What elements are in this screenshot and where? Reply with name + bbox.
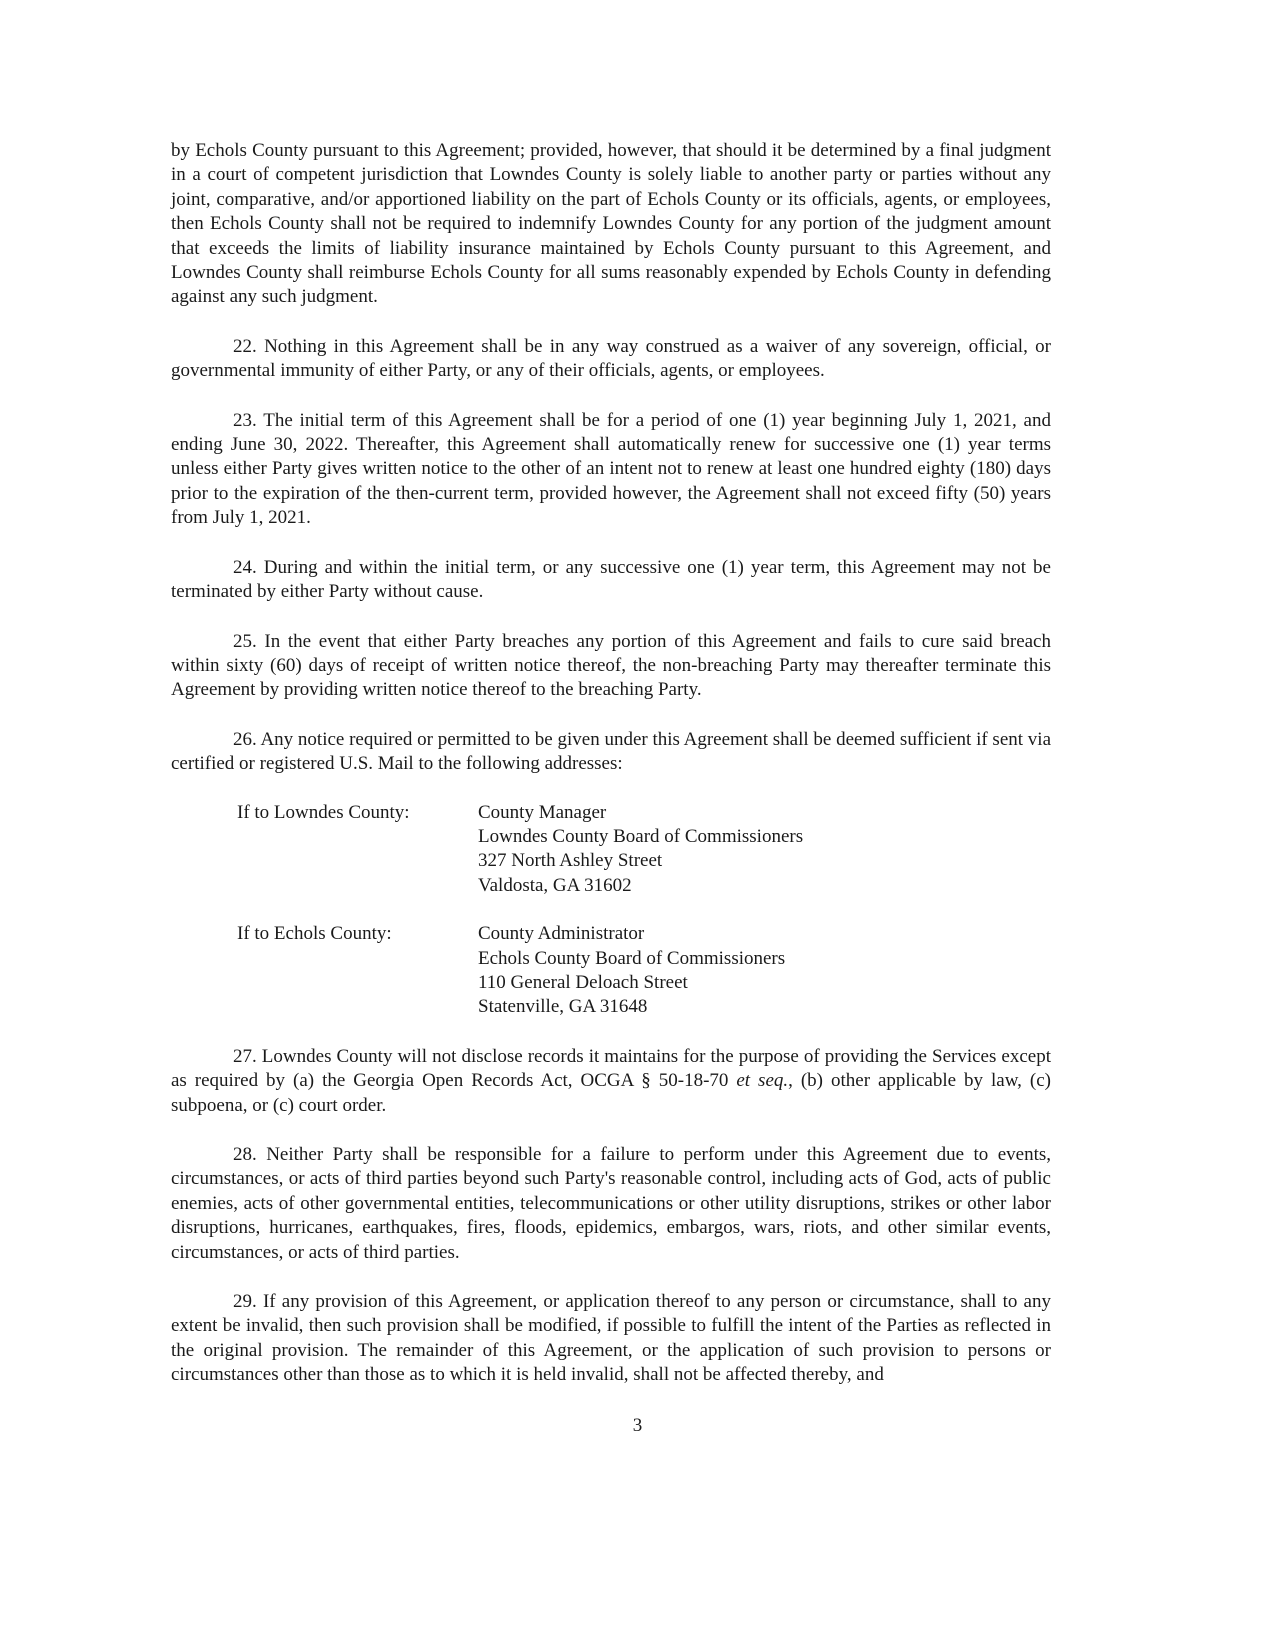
address-line: 110 General Deloach Street — [478, 971, 688, 993]
document-page — [171, 139, 1051, 1388]
paragraph-27-text: 27. Lowndes County will not disclose records it maintains for the purpose of providing the Services except as required by (a) the Georgia Open Records Act, OCGA § 50-18-70 — [171, 1045, 1051, 1092]
paragraph-28: 28. Neither Party shall be responsible for a failure to perform under this Agreement due to events, circumstances, or acts of third parties beyond such Party's reasonable control, including acts of God, acts of public enemies, acts of other governmental entities, telecommunications or other utility disruptions, strikes or other labor disruptions, hurricanes, earthquakes, fires, floods, epidemics, embargos, wars, riots, and other similar events, circumstances, or acts of third parties. — [171, 1144, 1051, 1263]
address-label: If to Lowndes County: — [237, 801, 410, 823]
address-lowndes — [237, 801, 1051, 899]
address-line: Statenville, GA 31648 — [478, 996, 648, 1018]
continuation-paragraph: by Echols County pursuant to this Agreement; provided, however, that should it be determined by a final judgment in a court of competent jurisdiction that Lowndes County is solely liable to another party or parties without any joint, comparative, and/or apportioned liability on the part of Echols County or its officials, agents, or employees, then Echols County shall not be required to indemnify Lowndes County for any portion of the judgment amount that exceeds the limits of liability insurance maintained by Echols County pursuant to this Agreement, and Lowndes County shall reimburse Echols County for all sums reasonably expended by Echols County in defending against any such judgment. — [171, 140, 1051, 308]
address-label: If to Echols County: — [237, 923, 392, 945]
paragraph-27-text-end: , (b) other applicable by law, (c) subpoena, or (c) court order. — [171, 1070, 1051, 1116]
address-line: County Administrator — [478, 923, 645, 945]
paragraph-26: 26. Any notice required or permitted to be given under this Agreement shall be deemed sufficient if sent via certified or registered U.S. Mail to the following addresses: — [171, 728, 1052, 775]
paragraph-24: 24. During and within the initial term, or any successive one (1) year term, this Agreement may not be terminated by either Party without cause. — [171, 556, 1051, 603]
address-echols — [237, 922, 1051, 1020]
address-line: County Manager — [478, 801, 607, 823]
address-line: Valdosta, GA 31602 — [478, 874, 632, 896]
et-seq-italic: et seq. — [736, 1070, 789, 1092]
paragraph-29: 29. If any provision of this Agreement, or application thereof to any person or circumstance, shall to any extent be invalid, then such provision shall be modified, if possible to fulfill the intent of the Parties as reflected in the original provision. The remainder of this Agreement, or the application of such provision to persons or circumstances other than those as to which it is held invalid, shall not be affected thereby, and — [171, 1291, 1051, 1386]
address-line: 327 North Ashley Street — [478, 850, 663, 872]
address-line: Echols County Board of Commissioners — [478, 947, 786, 969]
paragraph-22: 22. Nothing in this Agreement shall be in any way construed as a waiver of any sovereign, official, or governmental immunity of either Party, or any of their officials, agents, or employees. — [171, 335, 1051, 382]
page-number: 3 — [632, 1415, 643, 1436]
paragraph-23: 23. The initial term of this Agreement shall be for a period of one (1) year beginning July 1, 2021, and ending June 30, 2022. Thereafter, this Agreement shall automatically renew for successive one (1) year terms unless either Party gives written notice to the other of an intent not to renew at least one hundred eighty (180) days prior to the expiration of the then-current term, provided however, the Agreement shall not exceed fifty (50) years from July 1, 2021. — [171, 409, 1051, 529]
address-line: Lowndes County Board of Commissioners — [478, 825, 804, 847]
paragraph-27 — [171, 1045, 1051, 1118]
paragraph-25: 25. In the event that either Party breaches any portion of this Agreement and fails to cure said breach within sixty (60) days of receipt of written notice thereof, the non-breaching Party may thereafter terminate this Agreement by providing written notice thereof to the breaching Party. — [171, 630, 1051, 701]
